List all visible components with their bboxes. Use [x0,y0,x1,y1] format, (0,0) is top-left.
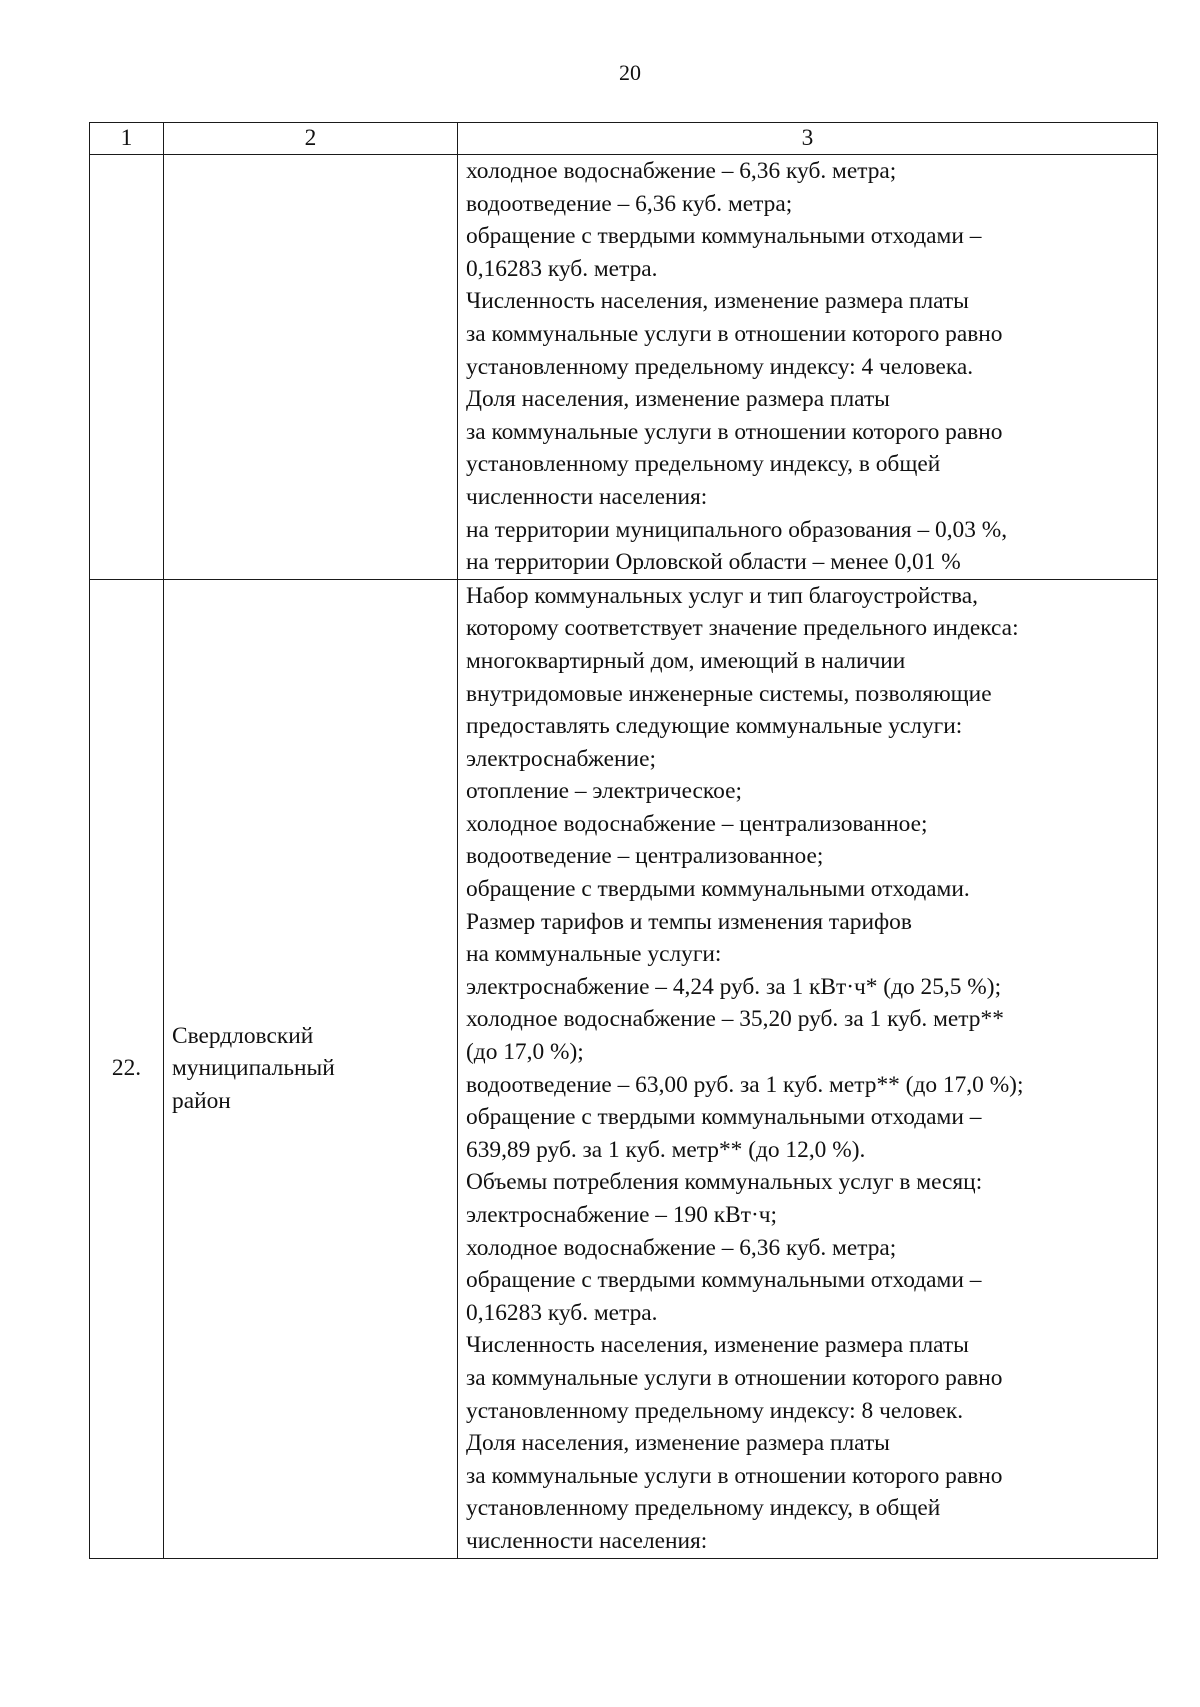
text-line: установленному предельному индексу, в общей [466,1495,941,1522]
text-line: Набор коммунальных услуг и тип благоустройства, [466,582,978,609]
text-line: которому соответствует значение предельного индекса: [466,615,1019,642]
text-line: установленному предельному индексу: 8 человек. [466,1397,964,1424]
row-number-cell [90,155,164,580]
text-line: электроснабжение – 4,24 руб. за 1 кВт·ч* (до 25,5 %); [466,973,1002,1000]
table-header-row [90,123,1158,155]
text-line: за коммунальные услуги в отношении которого равно [466,418,1003,445]
text-line: водоотведение – 6,36 куб. метра; [466,190,793,217]
text-line: 0,16283 куб. метра. [466,1299,658,1326]
text-line: 0,16283 куб. метра. [466,255,658,282]
text-line: обращение с твердыми коммунальными отходами – [466,1267,982,1294]
text-line: Доля населения, изменение размера платы [466,386,890,413]
text-line: водоотведение – централизованное; [466,843,824,870]
text-line: 639,89 руб. за 1 куб. метр** (до 12,0 %). [466,1136,866,1163]
text-line: водоотведение – 63,00 руб. за 1 куб. метр** (до 17,0 %); [466,1071,1024,1098]
text-line: численности населения: [466,483,708,510]
municipality-name-line: муниципальный [172,1055,335,1082]
text-line: обращение с твердыми коммунальными отходами – [466,1104,982,1131]
description-cell [458,155,1158,580]
header-col-3: 3 [458,123,1158,155]
text-line: многоквартирный дом, имеющий в наличии [466,647,906,674]
text-line: Численность населения, изменение размера платы [466,1332,969,1359]
description-cell [458,579,1158,1558]
text-line: на территории Орловской области – менее 0,01 % [466,549,961,576]
header-col-2: 2 [164,123,458,155]
text-line: установленному предельному индексу: 4 человека. [466,353,974,380]
text-line: внутридомовые инженерные системы, позволяющие [466,680,992,707]
text-line: за коммунальные услуги в отношении которого равно [466,1462,1003,1489]
text-line: на коммунальные услуги: [466,941,722,968]
municipality-name-line: Свердловский [172,1022,314,1049]
text-line: обращение с твердыми коммунальными отходами – [466,223,982,250]
tariff-table [89,122,1158,1559]
text-line: отопление – электрическое; [466,778,742,805]
text-line: Размер тарифов и темпы изменения тарифов [466,908,912,935]
page-number: 20 [619,60,641,85]
text-line: за коммунальные услуги в отношении которого равно [466,320,1003,347]
text-line: за коммунальные услуги в отношении которого равно [466,1364,1003,1391]
text-line: на территории муниципального образования – 0,03 %, [466,516,1008,543]
text-line: холодное водоснабжение – 35,20 руб. за 1 куб. метр** [466,1006,1004,1033]
text-line: Объемы потребления коммунальных услуг в месяц: [466,1169,983,1196]
municipality-cell [164,579,458,1558]
text-line: предоставлять следующие коммунальные услуги: [466,713,963,740]
table-row-22 [90,579,1158,1558]
header-col-1: 1 [90,123,164,155]
table-row-continued [90,155,1158,580]
text-line: (до 17,0 %); [466,1039,584,1066]
text-line: Численность населения, изменение размера платы [466,288,969,315]
municipality-name-line: район [172,1087,231,1114]
text-line: электроснабжение – 190 кВт·ч; [466,1202,778,1228]
row-number-cell: 22. [90,579,164,1558]
text-line: холодное водоснабжение – 6,36 куб. метра; [466,1234,897,1261]
text-line: численности населения: [466,1527,708,1554]
municipality-cell [164,155,458,580]
text-line: холодное водоснабжение – централизованное; [466,810,928,837]
text-line: обращение с твердыми коммунальными отходами. [466,876,970,903]
text-line: холодное водоснабжение – 6,36 куб. метра; [466,158,897,184]
text-line: электроснабжение; [466,745,656,772]
text-line: Доля населения, изменение размера платы [466,1430,890,1457]
text-line: установленному предельному индексу, в общей [466,451,941,478]
